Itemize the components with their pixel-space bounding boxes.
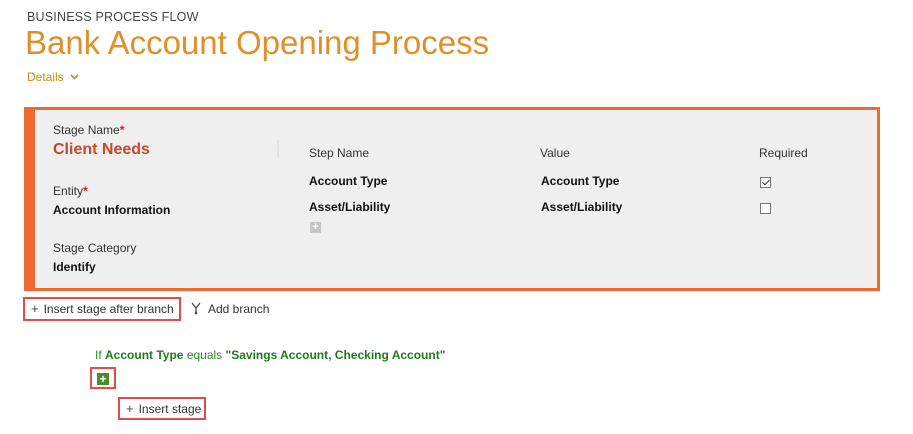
branch-icon xyxy=(189,301,203,318)
stage-category-label: Stage Category xyxy=(53,241,137,255)
plus-icon: + xyxy=(31,301,39,316)
condition-field: Account Type xyxy=(105,348,184,362)
entity-value[interactable]: Account Information xyxy=(53,203,171,217)
plus-icon: + xyxy=(126,400,134,416)
insert-stage-after-branch-button[interactable] xyxy=(23,297,181,321)
table-row[interactable] xyxy=(309,196,869,218)
stage-name-value[interactable]: Client Needs xyxy=(53,141,150,158)
condition-prefix: If xyxy=(95,348,102,362)
required-marker: * xyxy=(83,184,88,198)
column-header-required: Required xyxy=(759,146,808,160)
column-header-step-name: Step Name xyxy=(309,146,370,160)
insert-stage-button[interactable] xyxy=(118,397,206,420)
add-condition-stage-button[interactable] xyxy=(90,367,116,389)
stage-name-label: Stage Name* xyxy=(53,123,125,137)
branch-condition[interactable] xyxy=(95,348,445,362)
add-step-icon[interactable]: + xyxy=(310,222,321,233)
column-header-value: Value xyxy=(540,146,570,160)
details-label: Details xyxy=(27,70,64,84)
chevron-down-icon xyxy=(70,74,79,80)
stage-panel[interactable] xyxy=(24,107,880,291)
condition-value: "Savings Account, Checking Account" xyxy=(225,348,446,362)
required-marker: * xyxy=(119,123,125,137)
insert-stage-label: Insert stage xyxy=(138,401,202,416)
green-plus-icon: + xyxy=(97,373,109,385)
section-eyebrow: BUSINESS PROCESS FLOW xyxy=(27,10,199,24)
step-value-cell[interactable]: Asset/Liability xyxy=(541,200,623,214)
details-toggle[interactable] xyxy=(27,70,79,84)
page-title: Bank Account Opening Process xyxy=(25,24,490,61)
entity-label: Entity* xyxy=(53,184,88,198)
table-row[interactable] xyxy=(309,170,869,192)
condition-operator: equals xyxy=(186,348,223,362)
panel-divider xyxy=(277,140,279,158)
step-name-cell[interactable]: Account Type xyxy=(309,174,388,188)
step-value-cell[interactable]: Account Type xyxy=(541,174,620,188)
add-branch-label: Add branch xyxy=(208,302,270,316)
required-checkbox[interactable] xyxy=(760,177,771,188)
step-name-cell[interactable]: Asset/Liability xyxy=(309,200,391,214)
insert-stage-after-branch-label: Insert stage after branch xyxy=(43,302,174,316)
stage-category-value[interactable]: Identify xyxy=(53,260,96,274)
required-checkbox[interactable] xyxy=(760,203,771,214)
stage-accent-bar xyxy=(27,110,35,288)
add-branch-button[interactable] xyxy=(189,300,269,318)
